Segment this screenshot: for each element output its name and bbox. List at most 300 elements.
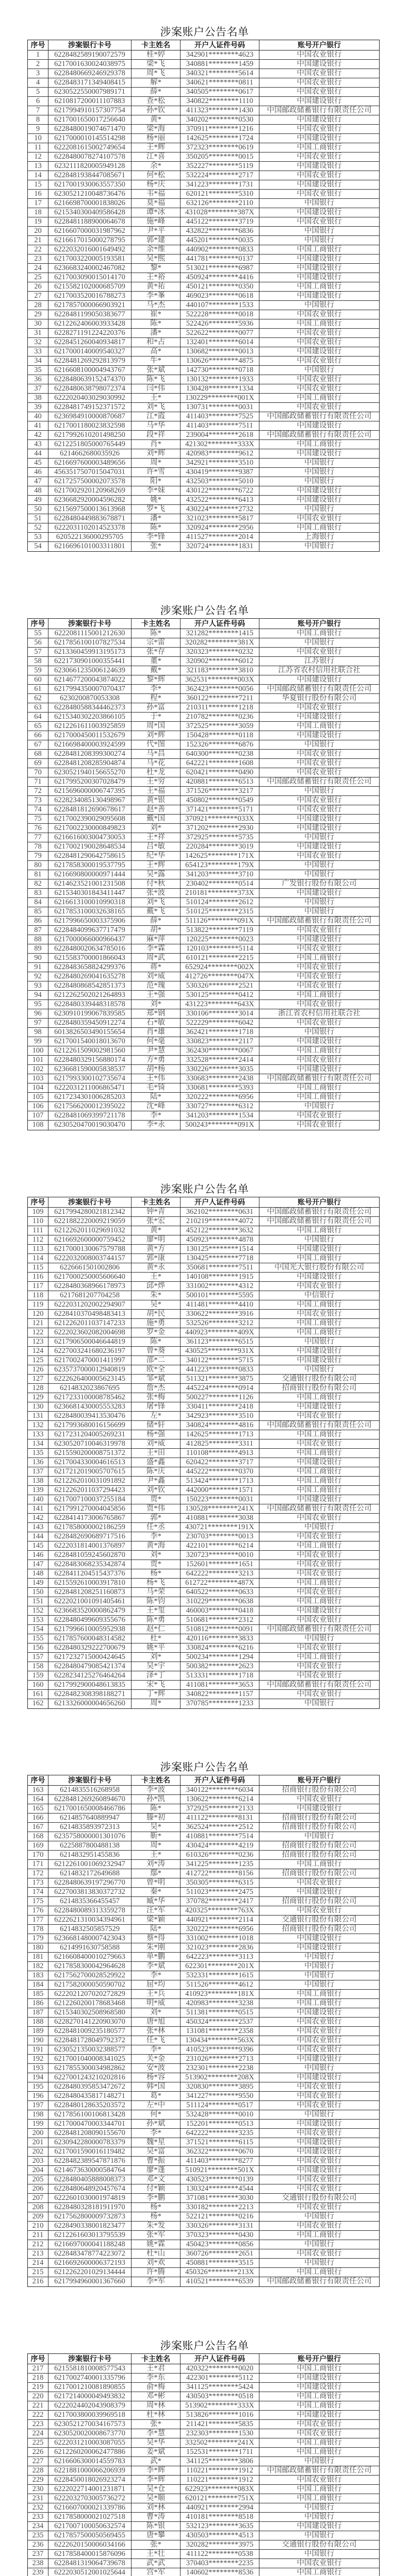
cell-bank: 中国农业银行	[297, 2018, 342, 2026]
cell-card-number: 6228483658824299376	[48, 963, 132, 972]
cell-holder-name: 付*颖	[132, 2184, 181, 2193]
cell-bank: 中国银行	[304, 1699, 334, 1707]
table-row	[28, 1699, 379, 1708]
cell-card-number: 6217994910157307754	[48, 106, 132, 115]
cell-card-number: 6228480648920457674	[48, 2184, 132, 2193]
cell-bank: 中国建设银行	[297, 255, 342, 263]
cell-id-number: 620422********3717	[181, 1458, 259, 1467]
table-row	[28, 1625, 379, 1634]
cell-holder-name: 陈*钧	[132, 1597, 181, 1606]
cell-card-number: 6236681430005553283	[48, 1402, 132, 1411]
cell-serial: 23	[28, 255, 48, 263]
cell-id-number: 410181********8518	[181, 2513, 259, 2521]
cell-bank: 中国建设银行	[297, 2383, 342, 2391]
cell-id-number: 430525********931X	[181, 1347, 259, 1355]
table-row	[28, 1906, 379, 1916]
table-body	[28, 1786, 379, 2286]
table-row	[28, 2411, 379, 2420]
cell-card-number: 6222601030001974819	[48, 2194, 132, 2202]
cell-card-number: 6228270141220903070	[48, 2018, 132, 2026]
table-row	[28, 394, 379, 403]
cell-id-number: 410523********9396	[181, 2045, 259, 2054]
table-row	[28, 1000, 379, 1009]
cell-card-number: 6230521210048736476	[48, 190, 132, 198]
cell-card-number: 6228411204515437376	[48, 1569, 132, 1578]
table-row	[28, 2194, 379, 2203]
cell-card-number: 6228480128635203572	[48, 2101, 132, 2110]
cell-card-number: 6222081615002749654	[48, 143, 132, 152]
cell-bank: 中国工商银行	[297, 245, 342, 253]
cell-serial: 108	[28, 1121, 48, 1130]
cell-serial: 181	[28, 1953, 48, 1961]
page-5	[0, 2314, 409, 2576]
table-row	[28, 1662, 379, 1671]
cell-serial: 158	[28, 1662, 48, 1671]
cell-bank: 中国建设银行	[297, 486, 342, 495]
cell-bank: 中国银行	[304, 1337, 334, 1346]
cell-serial: 148	[28, 1569, 48, 1578]
cell-bank: 中国银行	[304, 1365, 334, 1374]
cell-bank: 中国银行	[304, 897, 334, 906]
cell-card-number: 6215582102000685709	[48, 282, 132, 291]
cell-card-number: 6217992610201498250	[48, 431, 132, 439]
cell-bank: 中国银行	[304, 2064, 334, 2073]
cell-card-number: 6228234085130498967	[48, 796, 132, 805]
table-row	[28, 514, 379, 523]
cell-id-number: 420322********0020	[181, 2364, 259, 2373]
cell-bank: 中国银行	[304, 860, 334, 869]
cell-serial: 213	[28, 2249, 48, 2258]
cell-serial: 55	[28, 629, 48, 638]
cell-holder-name: 臧*华	[132, 1897, 181, 1906]
table-row	[28, 523, 379, 533]
cell-card-number: 6214835516268958	[48, 1786, 132, 1794]
cell-card-number: 6215340301843411447	[48, 889, 132, 897]
cell-holder-name: 周*林	[132, 2401, 181, 2410]
table-row	[28, 496, 379, 505]
cell-bank: 中国工商银行	[297, 1467, 342, 1476]
cell-id-number: 440902********0833	[181, 245, 259, 254]
cell-card-number: 6214832023867695	[48, 1384, 132, 1393]
cell-holder-name: 刘*钦	[132, 1486, 181, 1495]
table-row	[28, 1916, 379, 1925]
cell-card-number: 6228481938447085671	[48, 171, 132, 180]
table-row	[28, 1541, 379, 1551]
cell-bank: 中国邮政储蓄银行有限责任公司	[267, 412, 372, 420]
cell-bank: 中国农业银行	[297, 2129, 342, 2138]
table-row	[28, 907, 379, 917]
table-row	[28, 2184, 379, 2194]
cell-card-number: 6236681480007423043	[48, 1934, 132, 1943]
cell-holder-name: 周*武	[132, 954, 181, 962]
cell-holder-name: 尹*慧	[132, 1046, 181, 1055]
cell-serial: 85	[28, 907, 48, 916]
table-row	[28, 2550, 379, 2559]
table-row	[28, 740, 379, 750]
cell-card-number: 6228482308398188271	[48, 1690, 132, 1699]
cell-bank: 中国工商银行	[297, 2392, 342, 2400]
cell-bank: 中国银行	[304, 301, 334, 309]
cell-card-number: 6217001590016119482	[48, 2147, 132, 2156]
cell-card-number: 6217994350007070437	[48, 685, 132, 693]
cell-bank: 中国农业银行	[297, 2175, 342, 2184]
cell-card-number: 6222021001091405461	[48, 1597, 132, 1606]
cell-serial: 77	[28, 833, 48, 842]
cell-card-number: 6228480269041635278	[48, 972, 132, 981]
table-row	[28, 1217, 379, 1226]
cell-id-number: 340822********1157	[181, 1690, 259, 1699]
cell-holder-name: 谭*冰	[132, 208, 181, 217]
cell-id-number: 140108********1915	[181, 1273, 259, 1281]
cell-serial: 141	[28, 1504, 48, 1513]
cell-holder-name: 刘*飞	[132, 403, 181, 412]
cell-serial: 193	[28, 2064, 48, 2073]
table-row	[28, 879, 379, 889]
table-row	[28, 366, 379, 375]
cell-holder-name: 张*宏	[132, 1217, 181, 1226]
cell-card-number: 6217212019005707615	[48, 1467, 132, 1476]
cell-serial: 198	[28, 2110, 48, 2119]
cell-holder-name: 余*	[132, 162, 181, 171]
column-header-serial: 序号	[28, 2354, 48, 2364]
cell-card-number: 6214835893972313	[48, 1823, 132, 1832]
cell-serial: 64	[28, 713, 48, 721]
table-row	[28, 2045, 379, 2055]
cell-id-number: 152201********0513	[181, 2120, 259, 2128]
cell-id-number: 320222********6956	[181, 1093, 259, 1101]
cell-holder-name: 杜*山	[132, 2249, 181, 2258]
cell-card-number: 6217234301006285203	[48, 1093, 132, 1101]
column-header-holder-name: 卡主姓名	[132, 1197, 181, 1207]
cell-holder-name: 胡*	[132, 926, 181, 935]
cell-holder-name: 泽*丁	[132, 1671, 181, 1680]
cell-holder-name: 郭*建	[132, 236, 181, 245]
cell-id-number: 431223********643X	[181, 1000, 259, 1009]
table-row	[28, 1121, 379, 1130]
cell-bank: 中国农业银行	[297, 768, 342, 776]
table-row	[28, 750, 379, 759]
cell-holder-name: 吴*富	[132, 2147, 181, 2156]
cell-id-number: 330226********3035	[181, 1065, 259, 1074]
table-row	[28, 1337, 379, 1347]
cell-holder-name: 邹*斌	[132, 1375, 181, 1383]
cell-card-number: 6216692600006372193	[48, 2259, 132, 2267]
cell-id-number: 330824********6216	[181, 1643, 259, 1652]
cell-holder-name: 陈*	[132, 1804, 181, 1813]
cell-bank: 中国工商银行	[297, 440, 342, 448]
cell-serial: 187	[28, 2008, 48, 2017]
cell-serial: 157	[28, 1653, 48, 1662]
cell-bank: 招商银行股份有限公司	[282, 1869, 357, 1878]
cell-card-number: 6228484099637717479	[48, 926, 132, 935]
cell-serial: 88	[28, 935, 48, 944]
cell-id-number: 430503********0518	[181, 2392, 259, 2401]
cell-bank: 中国银行	[304, 1953, 334, 1961]
table-row	[28, 1681, 379, 1690]
table-header-row	[28, 619, 379, 629]
cell-holder-name: 杨*	[132, 2203, 181, 2212]
cell-holder-name: 解*	[132, 78, 181, 87]
cell-serial: 170	[28, 1851, 48, 1859]
cell-card-number: 6228483068235342874	[48, 1560, 132, 1569]
cell-card-number: 6228234125276464264	[48, 1671, 132, 1680]
cell-bank: 江苏银行	[304, 656, 334, 665]
cell-bank: 中国建设银行	[297, 2147, 342, 2156]
cell-bank: 招商银行股份有限公司	[282, 1383, 357, 1392]
table-row	[28, 384, 379, 394]
cell-id-number: 430122********6722	[181, 486, 259, 495]
table-row	[28, 870, 379, 879]
cell-bank: 中国银行	[304, 1235, 334, 1244]
cell-card-number: 6217993680016156699	[48, 1421, 132, 1430]
cell-holder-name: 王*壮	[132, 2550, 181, 2558]
cell-id-number: 500382********2623	[181, 1662, 259, 1671]
cell-card-number: 6216697000041188248	[48, 2240, 132, 2249]
cell-holder-name: 王*田	[132, 1449, 181, 1458]
cell-serial: 28	[28, 301, 48, 310]
cell-id-number: 440107********1533	[181, 301, 259, 310]
cell-holder-name: 宋*飞	[132, 1681, 181, 1689]
table-row	[28, 338, 379, 347]
table-row	[28, 1832, 379, 1841]
table-row	[28, 1384, 379, 1393]
cell-id-number: 350205********0015	[181, 152, 259, 161]
cell-serial: 203	[28, 2157, 48, 2165]
cell-serial: 156	[28, 1643, 48, 1652]
cell-holder-name: 李*	[132, 2045, 181, 2054]
table-row	[28, 1878, 379, 1888]
cell-bank: 中国农业银行	[297, 403, 342, 411]
cell-id-number: 350681********7511	[181, 1263, 259, 1272]
cell-holder-name: 李*霖	[132, 944, 181, 953]
cell-card-number: 6228480638798072374	[48, 384, 132, 393]
cell-holder-name: 王*祥	[132, 833, 181, 842]
cell-holder-name: 孙*斌	[132, 2120, 181, 2128]
table-row	[28, 981, 379, 991]
cell-holder-name: 江*喜	[132, 152, 181, 161]
cell-serial: 117	[28, 1282, 48, 1291]
table-row	[28, 1953, 379, 1962]
cell-bank: 中国工商银行	[297, 629, 342, 637]
cell-card-number: 6210817200011107883	[48, 97, 132, 106]
cell-id-number: 152326********6876	[181, 740, 259, 749]
cell-serial: 179	[28, 1934, 48, 1943]
cell-holder-name: 邵*二	[132, 1356, 181, 1365]
cell-bank: 中国工商银行	[297, 721, 342, 730]
cell-holder-name: 韩*国	[132, 2082, 181, 2091]
table-row	[28, 1393, 379, 1402]
table-row	[28, 50, 379, 60]
cell-card-number: 6230520710046319978	[48, 1439, 132, 1448]
cell-serial: 223	[28, 2420, 48, 2429]
cell-serial: 111	[28, 1226, 48, 1235]
table-row	[28, 2420, 379, 2429]
table-row	[28, 1449, 379, 1458]
cell-serial: 11	[28, 143, 48, 152]
cell-serial: 130	[28, 1402, 48, 1411]
cell-serial: 35	[28, 366, 48, 375]
cell-holder-name: 梁*海	[132, 125, 181, 133]
cell-id-number: 330683********2438	[181, 1074, 259, 1083]
table-row	[28, 796, 379, 805]
cell-holder-name: 何*	[132, 2110, 181, 2119]
cell-holder-name: 贾*	[132, 1495, 181, 1504]
cell-bank: 中国农业银行	[297, 1643, 342, 1652]
cell-holder-name: 丁*辉	[132, 1690, 181, 1699]
cell-bank: 中国建设银行	[297, 2055, 342, 2063]
table-row	[28, 2364, 379, 2374]
cell-id-number: 232301********2238	[181, 2064, 259, 2073]
cell-bank: 中国建设银行	[297, 264, 342, 272]
cell-id-number: 230402********0514	[181, 879, 259, 888]
cell-card-number: 6222031814001376897	[48, 1541, 132, 1550]
cell-bank: 招商银行股份有限公司	[282, 1851, 357, 1859]
cell-bank: 中国建设银行	[297, 60, 342, 68]
table-row	[28, 273, 379, 282]
cell-id-number: 371521********6115	[181, 2138, 259, 2147]
cell-serial: 112	[28, 1235, 48, 1244]
column-header-serial: 序号	[28, 40, 48, 50]
cell-holder-name: 刘*威	[132, 1439, 181, 1448]
cell-serial: 146	[28, 1551, 48, 1560]
cell-serial: 5	[28, 88, 48, 96]
cell-id-number: 320924********2956	[181, 523, 259, 532]
cell-card-number: 6222626400005623145	[48, 1375, 132, 1383]
cell-bank: 中国工商银行	[297, 1300, 342, 1309]
cell-bank: 中国银行	[304, 1962, 334, 1971]
cell-id-number: 130622********6214	[181, 1795, 259, 1804]
table-row	[28, 533, 379, 542]
table-row	[28, 1795, 379, 1804]
cell-serial: 43	[28, 440, 48, 449]
cell-serial: 126	[28, 1365, 48, 1374]
cell-id-number: 513021********6987	[181, 264, 259, 273]
cell-holder-name: 吕*敏	[132, 842, 181, 851]
table-row	[28, 1804, 379, 1814]
cell-serial: 51	[28, 514, 48, 523]
cell-holder-name: 毛*锜	[132, 1083, 181, 1092]
cell-id-number: 511126********091X	[181, 917, 259, 925]
cell-bank: 中国建设银行	[297, 1458, 342, 1466]
cell-id-number: 420983********3238	[181, 1999, 259, 2008]
cell-bank: 中国农业银行	[297, 78, 342, 87]
cell-id-number: 152601********1651	[181, 1560, 259, 1569]
cell-card-number: 6214832505857529	[48, 1925, 132, 1934]
table-row	[28, 1467, 379, 1477]
cell-card-number: 6228451260040934817	[48, 338, 132, 347]
cell-holder-name: 邓*文	[132, 2175, 181, 2184]
table-row	[28, 1083, 379, 1093]
cell-serial: 230	[28, 2485, 48, 2494]
cell-holder-name: 周*	[132, 1841, 181, 1850]
table-row	[28, 227, 379, 236]
column-header-card-number: 涉案银行卡号	[48, 1775, 132, 1785]
table-row	[28, 2268, 379, 2277]
cell-id-number: 130324********4544	[181, 2184, 259, 2193]
cell-serial: 54	[28, 542, 48, 551]
cell-card-number: 6217996610005952938	[48, 1625, 132, 1634]
cell-bank: 中国银行	[304, 907, 334, 916]
cell-holder-name: 王*	[132, 394, 181, 402]
cell-holder-name: 沈*峰	[132, 1102, 181, 1111]
cell-card-number: 6228480588344462373	[48, 703, 132, 712]
cell-serial: 73	[28, 796, 48, 805]
cell-card-number: 6217003800039969518	[48, 2411, 132, 2419]
cell-holder-name: 刘*林	[132, 2503, 181, 2512]
cell-bank: 上海银行	[304, 533, 334, 541]
cell-bank: 中国银行	[304, 2550, 334, 2558]
cell-bank: 中国农业银行	[297, 972, 342, 980]
cell-bank: 中国邮政储蓄银行有限责任公司	[267, 431, 372, 439]
cell-id-number: 352227********5119	[181, 162, 259, 171]
cell-card-number: 6212261611003925859	[48, 722, 132, 731]
cell-bank: 中国农业银行	[297, 50, 342, 59]
cell-holder-name: 潘*	[132, 514, 181, 523]
table-row	[28, 1486, 379, 1495]
cell-bank: 交通银行股份有限公司	[282, 2194, 357, 2202]
cell-bank: 中国建设银行	[297, 2166, 342, 2175]
cell-id-number: 632126********2110	[181, 199, 259, 208]
cell-card-number: 6228482389547871876	[48, 2157, 132, 2165]
cell-serial: 168	[28, 1832, 48, 1841]
cell-serial: 78	[28, 842, 48, 851]
table-row	[28, 2082, 379, 2092]
cell-bank: 中国农业银行	[297, 338, 342, 346]
cell-id-number: 321282********1415	[181, 629, 259, 638]
table-row	[28, 2138, 379, 2147]
table-row	[28, 2175, 379, 2184]
table-row	[28, 1009, 379, 1019]
cell-card-number: 6222081115001212630	[48, 629, 132, 638]
cell-card-number: 6228481208399300274	[48, 750, 132, 758]
cell-serial: 196	[28, 2092, 48, 2100]
table-row	[28, 171, 379, 180]
cell-holder-name: 周*飞	[132, 69, 181, 78]
table-row	[28, 1971, 379, 1980]
cell-bank: 中国工商银行	[297, 2364, 342, 2372]
cell-bank: 中国工商银行	[297, 1448, 342, 1457]
cell-holder-name: 宗*雷	[132, 638, 181, 647]
cell-serial: 228	[28, 2466, 48, 2475]
cell-id-number: 640300********0238	[181, 750, 259, 758]
table-row	[28, 852, 379, 861]
cell-serial: 102	[28, 1065, 48, 1074]
table-row	[28, 1282, 379, 1291]
cell-bank: 中国银行	[304, 1971, 334, 1980]
cell-card-number: 6221881000066206939	[48, 2466, 132, 2475]
cell-id-number: 370785********1233	[181, 1699, 259, 1708]
table-row	[28, 657, 379, 666]
cell-serial: 149	[28, 1579, 48, 1587]
column-header-card-number: 涉案银行卡号	[48, 619, 132, 629]
cell-id-number: 522426********5936	[181, 319, 259, 328]
cell-serial: 14	[28, 171, 48, 180]
cell-bank: 中国工商银行	[297, 282, 342, 291]
cell-holder-name: 罗*飞	[132, 505, 181, 514]
cell-card-number: 6214673630000584764	[48, 2166, 132, 2175]
cell-card-number: 6222024402043908379	[48, 2401, 132, 2410]
cell-holder-name: 杨*飞	[132, 1579, 181, 1587]
table-row	[28, 731, 379, 740]
cell-holder-name: 于*	[132, 713, 181, 721]
cell-id-number: 432503********5010	[181, 477, 259, 486]
table-row	[28, 1690, 379, 1699]
cell-id-number: 430224********2732	[181, 505, 259, 514]
cell-serial: 67	[28, 740, 48, 749]
table-row	[28, 1430, 379, 1439]
page-title: 涉案账户公告名单	[160, 1761, 249, 1774]
cell-bank: 中国农业银行	[297, 1309, 342, 1318]
